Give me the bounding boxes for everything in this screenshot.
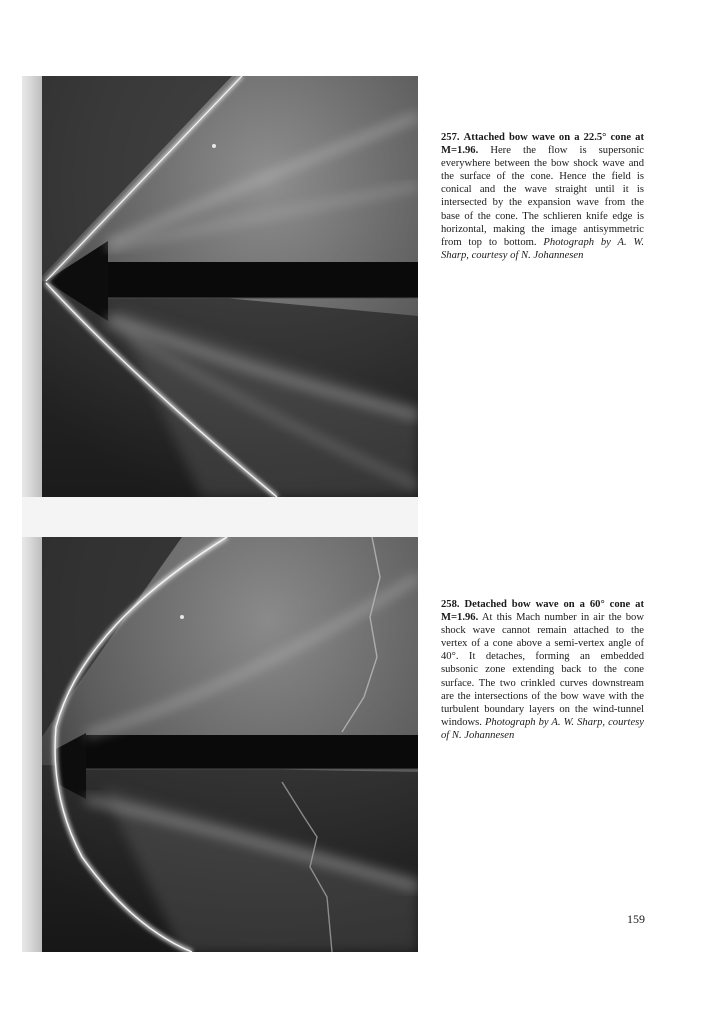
figure-number: 257. (441, 132, 460, 143)
figure-description: Here the flow is supersonic everywhere between the bow shock wave and the surface of the cone. Hence the field is conical and the wave straight until it is intersected by the expansion wave from the base of the cone. The schlieren knife edge is horizontal, making the image antisymmetric from top to bottom. (441, 145, 644, 248)
page-number: 159 (627, 912, 645, 926)
figure-description: At this Mach number in air the bow shock wave cannot remain attached to the vertex of a cone above a semi-vertex angle of 40°. It detaches, forming an embedded subsonic zone extending back to the cone surface. The two crinkled curves downstream are the intersections of the bow wave with the turbulent boundary layers on the wind-tunnel windows. (441, 612, 644, 728)
figure-separator (22, 497, 418, 537)
figure-number: 258. (441, 599, 460, 610)
figure-caption-257 (441, 131, 644, 262)
figure-title: Detached bow wave on a 60° cone at M=1.96. (441, 599, 644, 624)
figure-title: Attached bow wave on a 22.5° cone at M=1.96. (441, 132, 644, 157)
figure-caption-258 (441, 598, 644, 742)
schlieren-photo-detached-cone (42, 537, 418, 952)
photo-credit: Photograph by A. W. Sharp, courtesy of N. Johannesen (441, 236, 644, 261)
photo-credit: Photograph by A. W. Sharp, courtesy of N. Johannesen (441, 716, 644, 741)
schlieren-photo-attached-cone (42, 76, 418, 497)
